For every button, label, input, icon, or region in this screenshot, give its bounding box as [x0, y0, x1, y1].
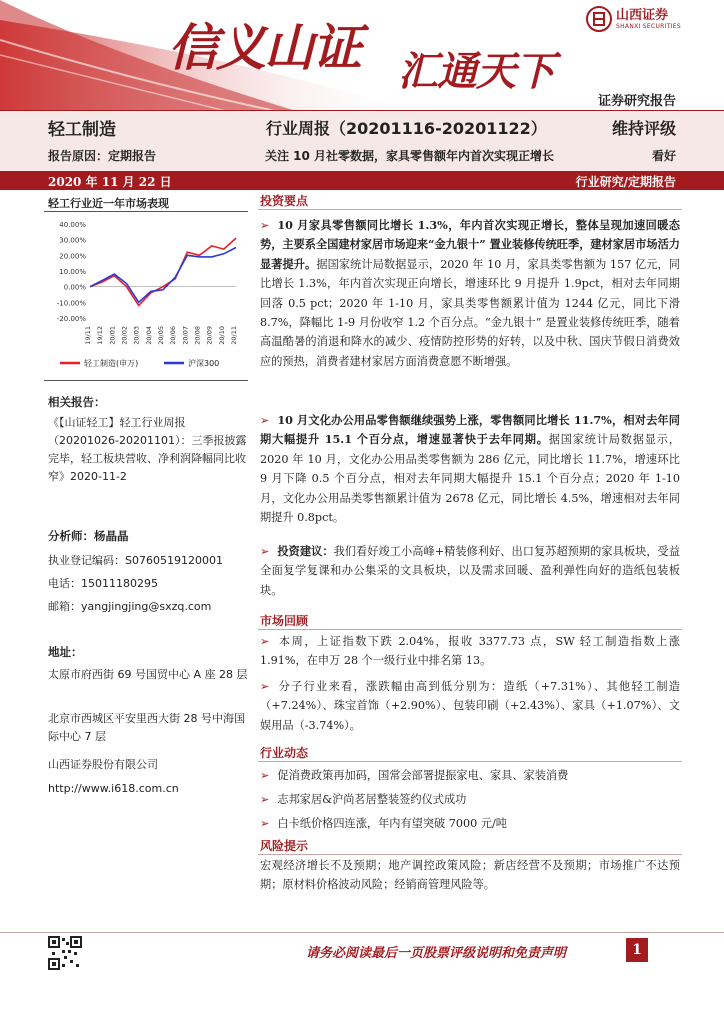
x-tick-label: 20/09	[205, 326, 214, 345]
x-tick-label: 20/02	[120, 326, 129, 345]
highlight-paragraph-2	[260, 411, 680, 527]
y-tick-label: -10.00%	[56, 299, 86, 308]
news-item	[260, 814, 680, 833]
news-item	[260, 766, 680, 785]
report-type: 证券研究报告	[597, 94, 676, 109]
divider	[258, 209, 682, 210]
analyst-label: 分析师：杨晶晶	[48, 529, 129, 543]
chart-title: 轻工行业近一年市场表现	[48, 197, 169, 210]
logo-cn-text: 山西证券	[616, 7, 669, 23]
slogan-part2: 汇通天下	[398, 48, 554, 95]
report-reason: 报告原因：定期报告	[48, 149, 157, 163]
y-tick-label: 40.00%	[59, 221, 86, 229]
slogan-part1: 信义山证	[168, 18, 360, 77]
company-name: 山西证券股份有限公司	[48, 758, 158, 771]
bullet-arrow-icon: ➢	[260, 219, 270, 232]
x-tick-label: 20/04	[144, 326, 153, 345]
highlight-paragraph-1	[260, 216, 680, 371]
series-line-1	[90, 238, 236, 305]
x-tick-label: 20/05	[157, 326, 165, 345]
y-tick-label: 0.00%	[63, 283, 86, 292]
bullet-arrow-icon: ➢	[260, 793, 270, 806]
highlight-paragraph-3	[260, 542, 680, 600]
highlight-3-lead: 投资建议：	[277, 544, 334, 558]
news-2: 志邦家居&沪尚茗居整装签约仪式成功	[277, 793, 467, 806]
qr-code-icon	[48, 936, 82, 970]
rating-view: 看好	[651, 149, 676, 163]
logo-en-text: SHANXI SECURITIES	[616, 22, 681, 30]
legend-label: 沪深300	[188, 359, 220, 368]
address-label: 地址：	[48, 645, 83, 659]
divider	[44, 380, 248, 381]
section-market-title: 市场回顾	[260, 614, 309, 628]
bullet-arrow-icon: ➢	[260, 680, 270, 693]
phone: 电话：15011180295	[48, 577, 158, 590]
rating: 维持评级	[611, 119, 676, 138]
bullet-arrow-icon: ➢	[260, 414, 270, 427]
section-risk-title: 风险提示	[260, 839, 309, 853]
market-chart	[44, 216, 248, 376]
y-tick-label: 10.00%	[59, 268, 86, 276]
divider	[44, 211, 248, 212]
news-item	[260, 790, 680, 809]
y-tick-label: 20.00%	[59, 252, 86, 261]
disclaimer-link[interactable]: 请务必阅读最后一页股票评级说明和免责声明	[306, 946, 567, 961]
bullet-arrow-icon: ➢	[260, 769, 270, 782]
section-highlights-title: 投资要点	[260, 194, 309, 208]
report-category: 行业研究/定期报告	[575, 175, 676, 189]
series-line-2	[90, 248, 236, 303]
report-date: 2020 年 11 月 22 日	[48, 175, 172, 189]
x-tick-label: 20/10	[217, 326, 226, 345]
date-bar	[0, 171, 724, 190]
x-tick-label: 20/07	[181, 326, 190, 345]
x-tick-label: 20/06	[169, 326, 178, 345]
section-news-title: 行业动态	[260, 746, 309, 760]
header-banner	[0, 0, 724, 112]
bullet-arrow-icon: ➢	[260, 635, 270, 648]
x-tick-label: 20/01	[108, 326, 117, 345]
footer-divider	[0, 932, 724, 933]
x-tick-label: 19/12	[96, 326, 105, 345]
y-tick-label: -20.00%	[56, 315, 86, 323]
divider	[258, 761, 682, 762]
x-tick-label: 20/11	[230, 326, 238, 345]
bullet-arrow-icon: ➢	[260, 545, 270, 558]
market-2-body: 分子行业来看，涨跌幅由高到低分别为：造纸（+7.31%）、其他轻工制造（+7.24%）、珠宝首饰（+2.90%）、包装印刷（+2.43%）、家具（+1.07%）、文娱用品（-3.74%）。	[260, 680, 680, 732]
market-paragraph-2	[260, 677, 680, 735]
page-number: 1	[626, 938, 648, 962]
market-1-body: 本周，上证指数下跌 2.04%，报收 3377.73 点，SW 轻工制造指数上涨 1.91%，在申万 28 个一级行业中排名第 13。	[260, 635, 680, 668]
highlight-1-lead: 10 月家具零售额同比增长 1.3%，年内首次实现正增长，整体呈现加速回暖态势，主要系全国建材家居市场迎来“金九银十” 置业装修传统旺季，建材家居市场活力显著提升。	[260, 218, 680, 271]
website-link[interactable]: http://www.i618.com.cn	[48, 782, 179, 795]
report-subtitle: 关注 10 月社零数据，家具零售额年内首次实现正增长	[265, 149, 555, 163]
related-report-link[interactable]: 《【山证轻工】轻工行业周报（20201026-20201101）：三季报披露完毕，轻工板块营收、净利润降幅同比收窄》2020-11-2	[48, 416, 247, 483]
highlight-3-body: 我们看好竣工小高峰+精装修利好、出口复苏超预期的家具板块，受益全面复学复课和办公集采的文具板块，以及需求回暖、盈利弹性向好的造纸包装板块。	[260, 545, 680, 597]
address-beijing: 北京市西城区平安里西大街 28 号中海国际中心 7 层	[48, 712, 245, 743]
market-paragraph-1	[260, 632, 680, 671]
company-logo	[586, 6, 681, 32]
risk-paragraph: 宏观经济增长不及预期；地产调控政策风险；新店经营不及预期；市场推广不达预期；原材料价格波动风险；经销商管理风险等。	[260, 859, 680, 892]
legend-label: 轻工制造(申万)	[84, 359, 139, 368]
x-tick-label: 19/11	[84, 326, 92, 345]
address-taiyuan: 太原市府西街 69 号国贸中心 A 座 28 层	[48, 668, 248, 681]
highlight-2-body: 据国家统计局数据显示，2020 年 10 月，文化办公用品类零售额为 286 亿元，同比增长 11.7%，增速环比 9 月下降 0.5 个百分点，相对去年同期大幅提升 15.1 个百分点；2020 年 1-10 月，文化办公用品类零售额累计值为 2678 亿元，同比增长 4.5%，增速相对去年同期提升 0.8pct。	[260, 433, 680, 525]
highlight-1-body: 据国家统计局数据显示，2020 年 10 月，家具类零售额为 157 亿元，同比增长 1.3%，年内首次实现正向增长，增速环比 9 月提升 1.9pct，相对去年同期回落 0.5 pct；2020 年 1-10 月，家具类零售额累计值为 1244 亿元，同比下滑 8.7%，降幅比 1-9 月份收窄 1.2 个百分点。“金九银十” 是置业装修传统旺季，随着高温酷暑的消退和降水的减少、疫情防控形势的好转，以及中秋、国庆节假日消费效应的预热，消费者建材家居方面消费意愿不断增强。	[260, 257, 680, 368]
logo-icon	[586, 6, 612, 32]
x-tick-label: 20/03	[132, 326, 141, 345]
news-1: 促消费政策再加码，国常会部署提振家电、家具、家装消费	[277, 769, 569, 782]
highlight-2-lead: 10 月文化办公用品零售额继续强势上涨，零售额同比增长 11.7%，相对去年同期大幅提升 15.1 个百分点，增速显著快于去年同期。	[260, 413, 680, 447]
divider	[258, 854, 682, 855]
divider	[258, 629, 682, 630]
y-tick-label: 30.00%	[59, 236, 86, 245]
related-label: 相关报告：	[48, 395, 106, 409]
bullet-arrow-icon: ➢	[260, 817, 270, 830]
industry-name: 轻工制造	[48, 120, 116, 140]
news-3: 白卡纸价格四连涨，年内有望突破 7000 元/吨	[277, 817, 507, 830]
report-title: 行业周报（20201116-20201122）	[266, 119, 547, 138]
x-tick-label: 20/08	[193, 326, 202, 345]
email-link[interactable]: 邮箱：yangjingjing@sxzq.com	[48, 600, 212, 613]
license-number: 执业登记编码：S0760519120001	[48, 554, 223, 567]
